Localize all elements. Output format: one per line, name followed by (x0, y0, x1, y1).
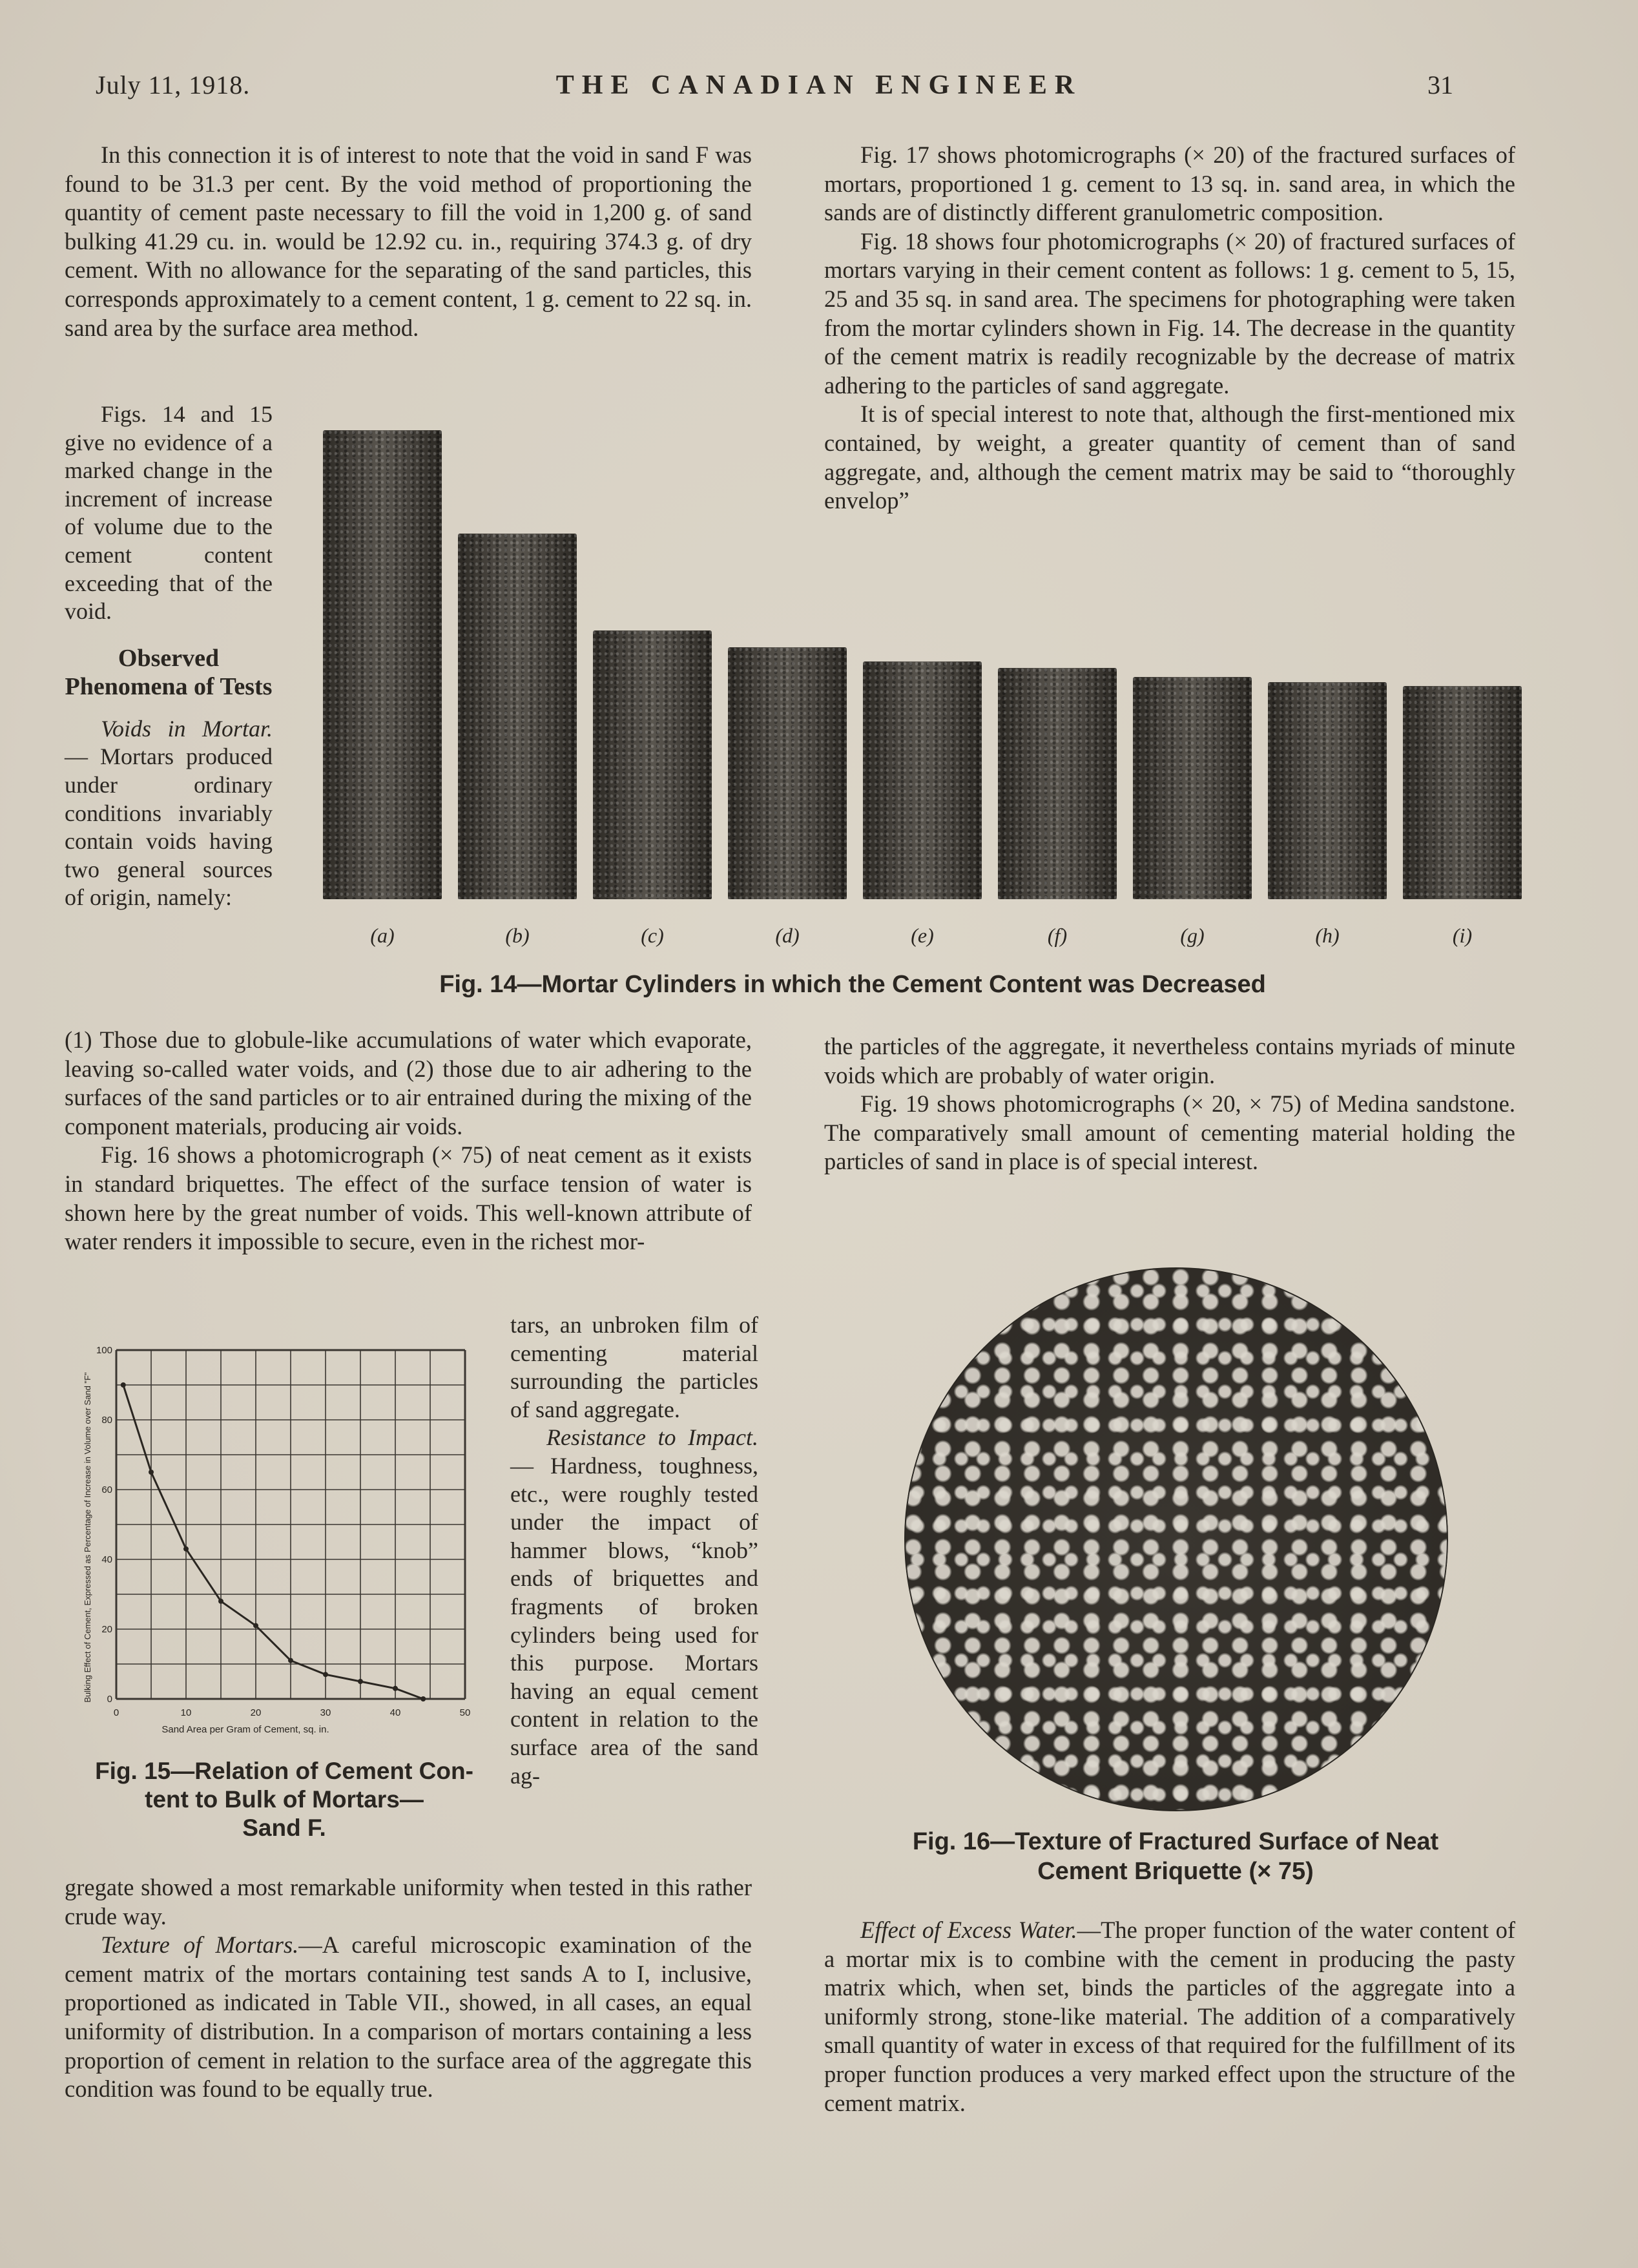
fig15-ticks (96, 1345, 470, 1718)
fig14-cylinder-label: (d) (775, 924, 800, 947)
paragraph-excess-water (824, 1916, 1515, 2117)
left-right-narrow-column (510, 1311, 758, 1790)
paragraph-texture-mortars (65, 1931, 752, 2104)
excess-water-title: Effect of Excess Water. (860, 1917, 1077, 1943)
fig14-cylinder (323, 430, 442, 899)
fig14-cylinder-label: (h) (1315, 924, 1340, 947)
fig14-cylinder-label: (e) (911, 924, 934, 947)
right-bottom-column (824, 1916, 1515, 2117)
fig14-cylinder-label: (b) (505, 924, 530, 947)
fig15-data-point (121, 1382, 126, 1388)
fig15-x-tick-label: 0 (113, 1707, 119, 1718)
fig14-cylinder-label: (a) (370, 924, 395, 947)
fig14-cylinder (998, 668, 1117, 899)
fig15-data-point (253, 1623, 258, 1628)
paragraph-figs-evidence: Figs. 14 and 15 give no evidence of a marked change in the increment of increase of volume due to the cement content exceeding that of the void. (65, 401, 273, 625)
paragraph-fig18: Fig. 18 shows four photomicrographs (× 20) of fractured surfaces of mortars varying in their cement content as follows: 1 g. cement to 5, 15, 25 and 35 sq. in sand area. The specimens for photographing were taken from the mortar cylinders shown in Fig. 14. The decrease in the quantity of the cement matrix is readily recognizable by the decrease of matrix adhering to the particles of sand aggregate. (824, 227, 1515, 399)
fig15-x-tick-label: 40 (389, 1707, 401, 1718)
fig14-cylinder (1133, 677, 1252, 899)
fig15-data-point (323, 1672, 328, 1677)
issue-date: July 11, 1918. (96, 70, 251, 99)
fig15-chart (78, 1324, 504, 1763)
page-number: 31 (1427, 70, 1453, 99)
impact-title: Resistance to Impact. (546, 1424, 758, 1451)
fig15-data-point (149, 1470, 154, 1475)
paragraph-aggregate-voids: the particles of the aggregate, it nevertheless contains myriads of minute voids which are probably of water origin. (824, 1033, 1515, 1088)
fig14-cylinder-label: (f) (1047, 924, 1068, 947)
fig15-ylabel: Bulking Effect of Cement, Expressed as Percentage of Increase in Volume over Sand "F" (83, 1372, 92, 1703)
publication-title: THE CANADIAN ENGINEER (555, 70, 1083, 100)
fig15-y-tick-label: 40 (101, 1554, 112, 1565)
fig14-cylinders (320, 426, 1528, 899)
fig15-series (121, 1382, 426, 1701)
fig15-y-tick-label: 20 (101, 1624, 112, 1635)
fig15-caption-line1: Fig. 15—Relation of Cement Con- (95, 1758, 473, 1784)
excess-water-text: —The proper function of the water content of a mortar mix is to combine with the cement in producing the pasty matrix which, when set, binds the particles of the aggregate into a uniformly strong, stone-like material. The addition of a comparatively small quantity of water in excess of that required for the fulfillment of its proper function produces a very marked effect upon the structure of the cement matrix. (824, 1917, 1515, 2116)
paragraph-uniformity: gregate showed a most remarkable uniformity when tested in this rather crude way. (65, 1874, 752, 1930)
fig16-micrograph (904, 1267, 1448, 1811)
paragraph-fig17: Fig. 17 shows photomicrographs (× 20) of the fractured surfaces of mortars, proportioned 1 g. cement to 13 sq. in. sand area, in which the sands are of distinctly different granulometric composition. (824, 141, 1515, 226)
fig16-caption-line1: Fig. 16—Texture of Fractured Surface of Neat (912, 1828, 1439, 1855)
fig15-y-tick-label: 60 (101, 1484, 112, 1495)
paragraph-resistance-impact (510, 1424, 758, 1790)
fig15-y-tick-label: 80 (101, 1415, 112, 1426)
fig15-caption (65, 1757, 504, 1842)
fig14-cylinder (1268, 682, 1387, 899)
fig15-series-line (123, 1385, 423, 1699)
fig14-cylinder-label: (c) (641, 924, 664, 947)
fig15-y-tick-label: 0 (107, 1694, 112, 1705)
fig15-x-tick-label: 20 (250, 1707, 262, 1718)
section-heading-observed: Observed Phenomena of Tests (65, 644, 273, 700)
fig15-x-tick-label: 30 (320, 1707, 331, 1718)
fig16-caption (840, 1827, 1511, 1886)
left-narrow-column (65, 401, 273, 912)
fig15-x-tick-label: 50 (459, 1707, 471, 1718)
paragraph-tars: tars, an unbroken film of cementing material surrounding the particles of sand aggregate. (510, 1312, 758, 1422)
fig15-data-point (218, 1599, 223, 1604)
fig15-data-point (358, 1679, 363, 1684)
voids-text: — Mortars produced under ordinary conditions invariably contain voids having two general sources of origin, namely: (65, 744, 273, 911)
fig15-caption-line3: Sand F. (242, 1815, 326, 1841)
fig14-cylinder (1403, 686, 1522, 899)
fig15-data-point (183, 1546, 189, 1552)
right-mid-column (824, 1032, 1515, 1176)
left-top-column (65, 141, 752, 342)
paragraph-fig19: Fig. 19 shows photomicrographs (× 20, × 75) of Medina sandstone. The comparatively small amount of cementing material holding the particles of sand in place is of special interest. (824, 1090, 1515, 1175)
fig15-data-point (420, 1696, 426, 1701)
texture-text: —A careful microscopic examination of the cement matrix of the mortars containing test sands A to I, inclusive, proportioned as indicated in Table VII., showed, in all cases, an equal uniformity of distribution. In a comparison of mortars containing a less proportion of cement in relation to the surface area of the aggregate this condition was found to be equally true. (65, 1931, 752, 2103)
fig14-cylinder-label: (i) (1452, 924, 1473, 947)
paragraph-fig16-ref: Fig. 16 shows a photomicrograph (× 75) of neat cement as it exists in standard briquettes. The effect of the surface tension of water is shown here by the great number of voids. This well-known attribute of water renders it impossible to secure, even in the richest mor- (65, 1141, 752, 1255)
fig14-cylinder (728, 647, 847, 899)
impact-text: — Hardness, toughness, etc., were roughly tested under the impact of hammer blows, “knob” ends of briquettes and fragments of broken cylinders being used for this purpose. Mortars having an equal cement content in relation to the surface area of the sand ag- (510, 1452, 758, 1789)
fig14-caption: Fig. 14—Mortar Cylinders in which the Cement Content was Decreased (439, 971, 1266, 998)
fig15-caption-line2: tent to Bulk of Mortars— (145, 1786, 424, 1813)
fig15-data-point (288, 1658, 293, 1663)
fig15-grid (116, 1350, 465, 1699)
fig14-cylinder (458, 534, 577, 899)
paragraph-void-sand: In this connection it is of interest to note that the void in sand F was found to be 31.3 per cent. By the void method of proportioning the quantity of cement paste necessary to fill the void in 1,200 g. of sand bulking 41.29 cu. in. would be 12.92 cu. in., requiring 374.3 g. of dry cement. With no allowance for the separating of the sand particles, this corresponds approximately to a cement content, 1 g. cement to 22 sq. in. sand area by the surface area method. (65, 141, 752, 341)
fig15-xlabel: Sand Area per Gram of Cement, sq. in. (161, 1724, 329, 1735)
fig15-data-point (393, 1686, 398, 1691)
texture-title: Texture of Mortars. (101, 1931, 299, 1959)
fig15-y-tick-label: 100 (96, 1345, 112, 1356)
left-mid-column (65, 1026, 752, 1256)
fig14-cylinder (863, 661, 982, 899)
paragraph-void-sources: (1) Those due to globule-like accumulations of water which evaporate, leaving so-called water voids, and (2) those due to air adhering to the surfaces of the sand particles or to air entrained during the mixing of the component materials, producing air voids. (65, 1026, 752, 1139)
fig14-cylinder (593, 630, 712, 899)
fig15-x-tick-label: 10 (180, 1707, 192, 1718)
paragraph-special-interest: It is of special interest to note that, although the first-mentioned mix contained, by weight, a greater quantity of cement than of sand aggregate, and, although the cement matrix may be said to “thoroughly envelop” (824, 401, 1515, 514)
paragraph-voids-in-mortar (65, 715, 273, 912)
voids-title: Voids in Mortar. (101, 715, 273, 742)
fig16-caption-line2: Cement Briquette (× 75) (1037, 1858, 1314, 1885)
left-bottom-column (65, 1873, 752, 2104)
fig14-labels (320, 924, 1528, 956)
fig14-cylinder-label: (g) (1180, 924, 1205, 947)
